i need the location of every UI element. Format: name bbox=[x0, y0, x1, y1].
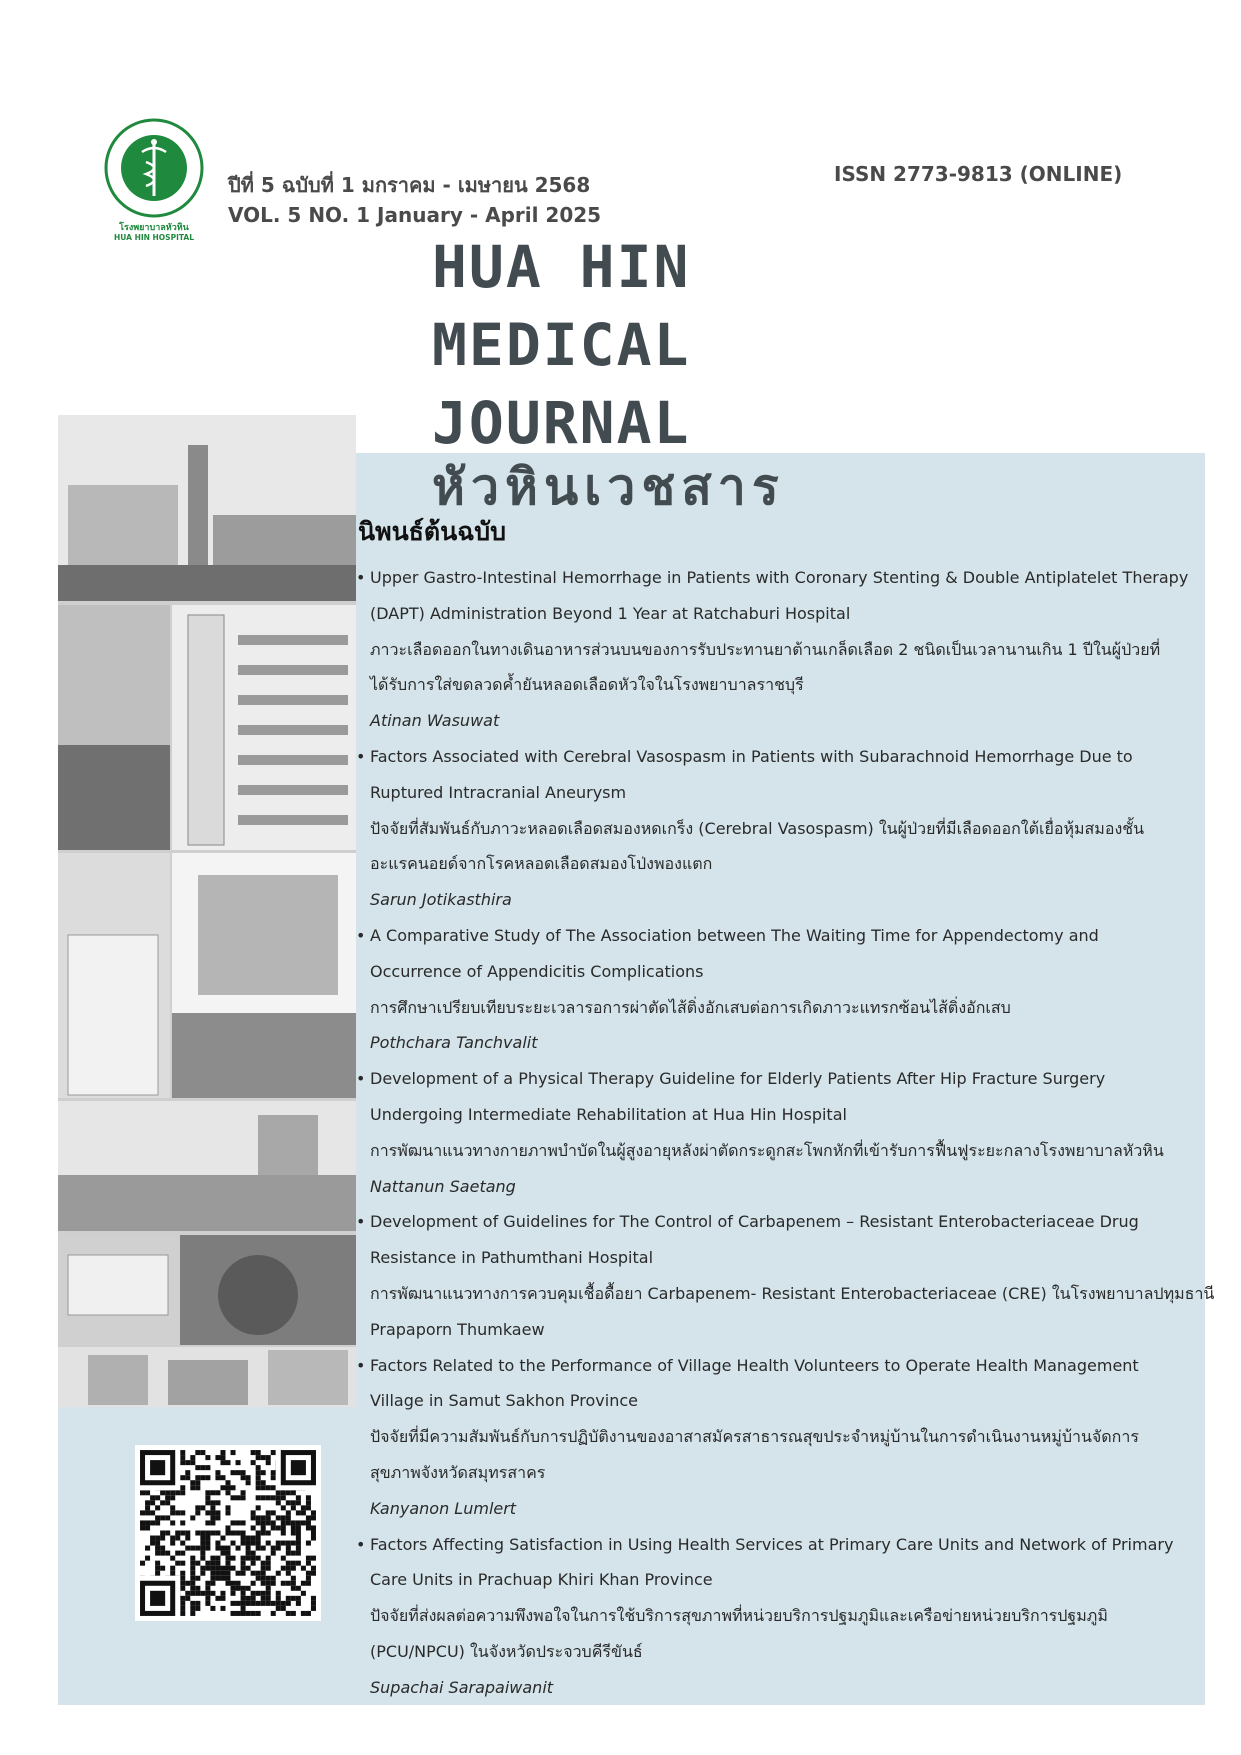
article-thai-title-line: ภาวะเลือดออกในทางเดินอาหารส่วนบนของการรับประทานยาต้านเกล็ดเลือด 2 ชนิดเป็นเวลานานเกิน 1 ปีในผู้ป่วยที่ bbox=[370, 639, 1161, 659]
article-thai-title-line: การพัฒนาแนวทางกายภาพบำบัดในผู้สูงอายุหลังผ่าตัดกระดูกสะโพกหักที่เข้ารับการฟื้นฟูระยะกลางโรงพยาบาลหัวหิน bbox=[370, 1140, 1164, 1160]
article-author: Sarun Jotikasthira bbox=[370, 890, 512, 910]
journal-title-line: HUA HIN bbox=[432, 233, 691, 301]
qr-code[interactable] bbox=[135, 1445, 321, 1621]
bullet-icon: • bbox=[356, 1212, 366, 1232]
section-title: นิพนธ์ต้นฉบับ bbox=[358, 517, 507, 546]
journal-title-line: JOURNAL bbox=[432, 389, 691, 457]
article-thai-title-line: ปัจจัยที่ส่งผลต่อความพึงพอใจในการใช้บริการสุขภาพที่หน่วยบริการปฐมภูมิและเครือข่ายหน่วยบริการปฐมภูมิ bbox=[370, 1606, 1108, 1626]
article-title-line: Undergoing Intermediate Rehabilitation at Hua Hin Hospital bbox=[370, 1104, 847, 1124]
bullet-icon: • bbox=[356, 925, 366, 945]
article-thai-title-line: อะแรคนอยด์จากโรคหลอดเลือดสมองโป่งพองแตก bbox=[370, 854, 713, 874]
article-thai-title-line: (PCU/NPCU) ในจังหวัดประจวบคีรีขันธ์ bbox=[370, 1641, 643, 1661]
article-item[interactable] bbox=[356, 1204, 1215, 1347]
journal-title bbox=[432, 228, 690, 462]
article-item[interactable] bbox=[356, 1061, 1201, 1204]
bullet-icon: • bbox=[356, 746, 366, 766]
article-author: Nattanun Saetang bbox=[370, 1176, 516, 1196]
bullet-icon: • bbox=[356, 1534, 366, 1554]
article-author: Kanyanon Lumlert bbox=[370, 1498, 517, 1518]
article-author: Pothchara Tanchvalit bbox=[370, 1033, 538, 1053]
article-title-line: A Comparative Study of The Association between The Waiting Time for Appendectomy and bbox=[370, 925, 1099, 945]
issn: ISSN 2773-9813 (ONLINE) bbox=[834, 162, 1123, 186]
article-title-line: Development of Guidelines for The Control of Carbapenem – Resistant Enterobacteriaceae Drug bbox=[370, 1212, 1139, 1232]
article-title-line: Resistance in Pathumthani Hospital bbox=[370, 1248, 654, 1268]
issue-english: VOL. 5 NO. 1 January - April 2025 bbox=[228, 203, 602, 227]
journal-title-line: MEDICAL bbox=[432, 311, 691, 379]
article-title-line: Factors Associated with Cerebral Vasospasm in Patients with Subarachnoid Hemorrhage Due to bbox=[370, 746, 1133, 766]
article-item[interactable] bbox=[356, 918, 1201, 1061]
bullet-icon: • bbox=[356, 1355, 366, 1375]
issue-thai: ปีที่ 5 ฉบับที่ 1 มกราคม - เมษายน 2568 bbox=[228, 173, 591, 197]
article-thai-title-line: ได้รับการใส่ขดลวดค้ำยันหลอดเลือดหัวใจในโรงพยาบาลราชบุรี bbox=[370, 675, 804, 695]
article-title-line: Ruptured Intracranial Aneurysm bbox=[370, 782, 627, 802]
article-thai-title-line: ปัจจัยที่มีความสัมพันธ์กับการปฏิบัติงานของอาสาสมัครสาธารณสุขประจำหมู่บ้านในการดำเนินงานหมู่บ้านจัดการ bbox=[370, 1427, 1139, 1447]
article-list bbox=[356, 560, 1215, 1706]
article-title-line: Factors Related to the Performance of Village Health Volunteers to Operate Health Management bbox=[370, 1355, 1139, 1375]
article-author: Supachai Sarapaiwanit bbox=[370, 1677, 554, 1697]
article-thai-title-line: สุขภาพจังหวัดสมุทรสาคร bbox=[370, 1462, 546, 1482]
logo-caption-english: HUA HIN HOSPITAL bbox=[114, 233, 194, 242]
bullet-icon: • bbox=[356, 568, 366, 587]
article-title-line: Care Units in Prachuap Khiri Khan Province bbox=[370, 1570, 713, 1590]
journal-title-thai: หัวหินเวชสาร bbox=[432, 458, 785, 516]
article-title-line: Occurrence of Appendicitis Complications bbox=[370, 961, 704, 981]
hospital-photo-collage bbox=[58, 415, 356, 1407]
issue-info bbox=[228, 170, 601, 230]
bullet-icon: • bbox=[356, 1069, 366, 1089]
logo-caption-thai: โรงพยาบาลหัวหิน bbox=[119, 223, 189, 233]
article-item[interactable] bbox=[356, 1527, 1201, 1706]
article-title-line: Village in Samut Sakhon Province bbox=[370, 1391, 638, 1411]
article-item[interactable] bbox=[356, 739, 1201, 918]
article-item[interactable] bbox=[356, 560, 1201, 739]
article-thai-title-line: การพัฒนาแนวทางการควบคุมเชื้อดื้อยา Carbapenem- Resistant Enterobacteriaceae (CRE) ในโรงพยาบาลปทุมธานี bbox=[370, 1283, 1215, 1303]
article-author: Prapaporn Thumkaew bbox=[370, 1319, 545, 1339]
article-author: Atinan Wasuwat bbox=[370, 711, 500, 731]
article-title-line: Development of a Physical Therapy Guideline for Elderly Patients After Hip Fracture Surgery bbox=[370, 1069, 1106, 1089]
article-thai-title-line: ปัจจัยที่สัมพันธ์กับภาวะหลอดเลือดสมองหดเกร็ง (Cerebral Vasospasm) ในผู้ป่วยที่มีเลือดออกใต้เยื่อหุ้มสมองชั้น bbox=[370, 818, 1145, 838]
article-title-line: Factors Affecting Satisfaction in Using Health Services at Primary Care Units and Network of Primary bbox=[370, 1534, 1174, 1554]
article-thai-title-line: การศึกษาเปรียบเทียบระยะเวลารอการผ่าตัดไส้ติ่งอักเสบต่อการเกิดภาวะแทรกซ้อนไส้ติ่งอักเสบ bbox=[370, 997, 1011, 1017]
article-title-line: (DAPT) Administration Beyond 1 Year at Ratchaburi Hospital bbox=[370, 603, 851, 623]
article-title-line: Upper Gastro-Intestinal Hemorrhage in Patients with Coronary Stenting & Double Antiplatelet Therapy bbox=[370, 568, 1189, 587]
ministry-of-public-health-logo bbox=[102, 118, 206, 242]
article-item[interactable] bbox=[356, 1348, 1201, 1527]
